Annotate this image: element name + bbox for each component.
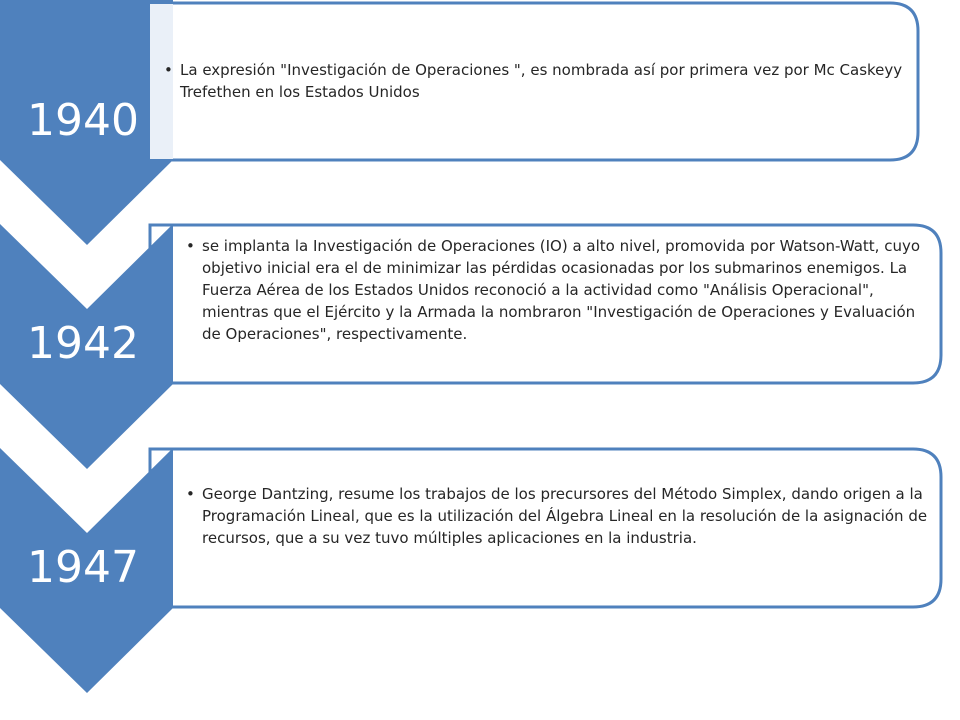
timeline-text-1942 <box>180 235 932 345</box>
bullet-item: • se implanta la Investigación de Operaciones (IO) a alto nivel, promovida por Watson-Watt, cuyo objetivo inicial era el de minimizar las pérdidas ocasionadas por los submarinos enemigos. La Fuerza Aérea de los Estados Unidos reconoció a la actividad como "Análisis Operacional", mientras que el Ejército y la Armada la nombraron "Investigación de Operaciones y Evaluación de Operaciones", respectivamente. <box>202 235 932 345</box>
year-label-1947: 1947 <box>27 542 139 593</box>
year-label-1942: 1942 <box>27 318 139 369</box>
timeline-text-1947 <box>180 483 932 549</box>
bullet-item: • La expresión "Investigación de Operaciones ", es nombrada así por primera vez por Mc Caskeyy Trefethen en los Estados Unidos <box>180 59 903 103</box>
year-label-1940: 1940 <box>27 95 139 146</box>
timeline-text-1940 <box>158 59 903 103</box>
bullet-item: • George Dantzing, resume los trabajos de los precursores del Método Simplex, dando origen a la Programación Lineal, que es la utilización del Álgebra Lineal en la resolución de la asignación de recursos, que a su vez tuvo múltiples aplicaciones en la industria. <box>202 483 932 549</box>
